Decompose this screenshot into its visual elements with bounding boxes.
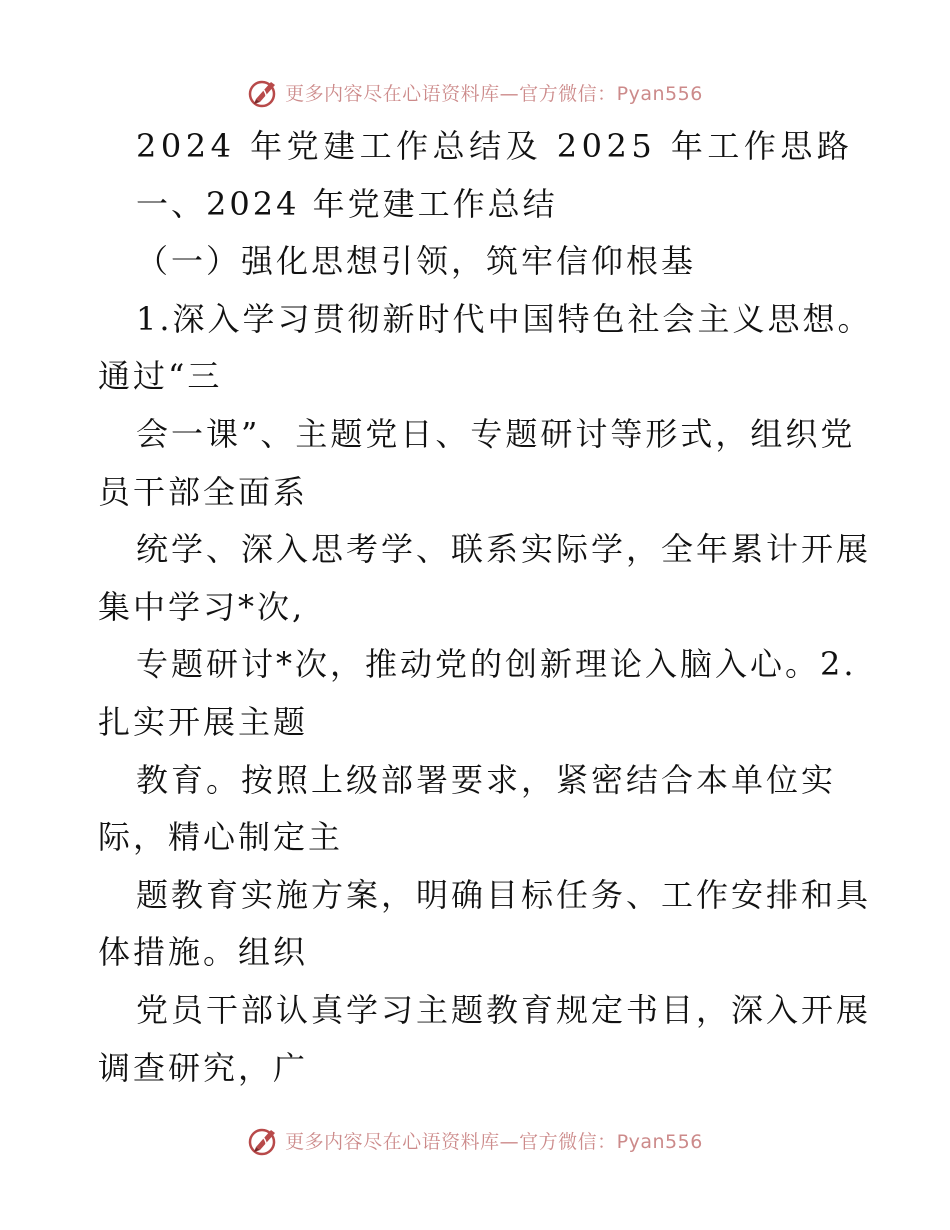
paragraph-line: 题教育实施方案，明确目标任务、工作安排和具 [136, 875, 872, 914]
paragraph-line: 体措施。组织 [98, 933, 309, 972]
paragraph-line: 专题研讨*次，推动党的创新理论入脑入心。2. [136, 645, 857, 684]
section-heading: 一、2024 年党建工作总结 [136, 184, 558, 223]
paragraph-line: 教育。按照上级部署要求，紧密结合本单位实 [136, 760, 837, 799]
paragraph-line: 扎实开展主题 [98, 702, 309, 741]
document-body [98, 118, 873, 1097]
paragraph-line: 员干部全面系 [98, 472, 309, 511]
paragraph-line: 通过“三 [98, 357, 223, 396]
watermark-footer [0, 1120, 950, 1160]
document-title: 2024 年党建工作总结及 2025 年工作思路 [136, 127, 854, 165]
pen-logo-icon [247, 1123, 281, 1157]
paragraph-line: 统学、深入思考学、联系实际学，全年累计开展 [136, 530, 872, 569]
paragraph-line: 1.深入学习贯彻新时代中国特色社会主义思想。 [136, 299, 873, 338]
subsection-heading: （一）强化思想引领，筑牢信仰根基 [136, 242, 697, 281]
paragraph-line: 会一课”、主题党日、专题研讨等形式，组织党 [136, 414, 856, 453]
watermark-header [0, 72, 950, 112]
paragraph-line: 调查研究，广 [98, 1048, 309, 1087]
watermark-text: 更多内容尽在心语资料库—官方微信：Pyan556 [285, 82, 703, 105]
pen-logo-icon [247, 75, 281, 109]
paragraph-line: 党员干部认真学习主题教育规定书目，深入开展 [136, 990, 872, 1029]
paragraph-line: 集中学习*次, [98, 587, 306, 626]
paragraph-line: 际，精心制定主 [98, 818, 344, 857]
watermark-text: 更多内容尽在心语资料库—官方微信：Pyan556 [285, 1130, 703, 1153]
